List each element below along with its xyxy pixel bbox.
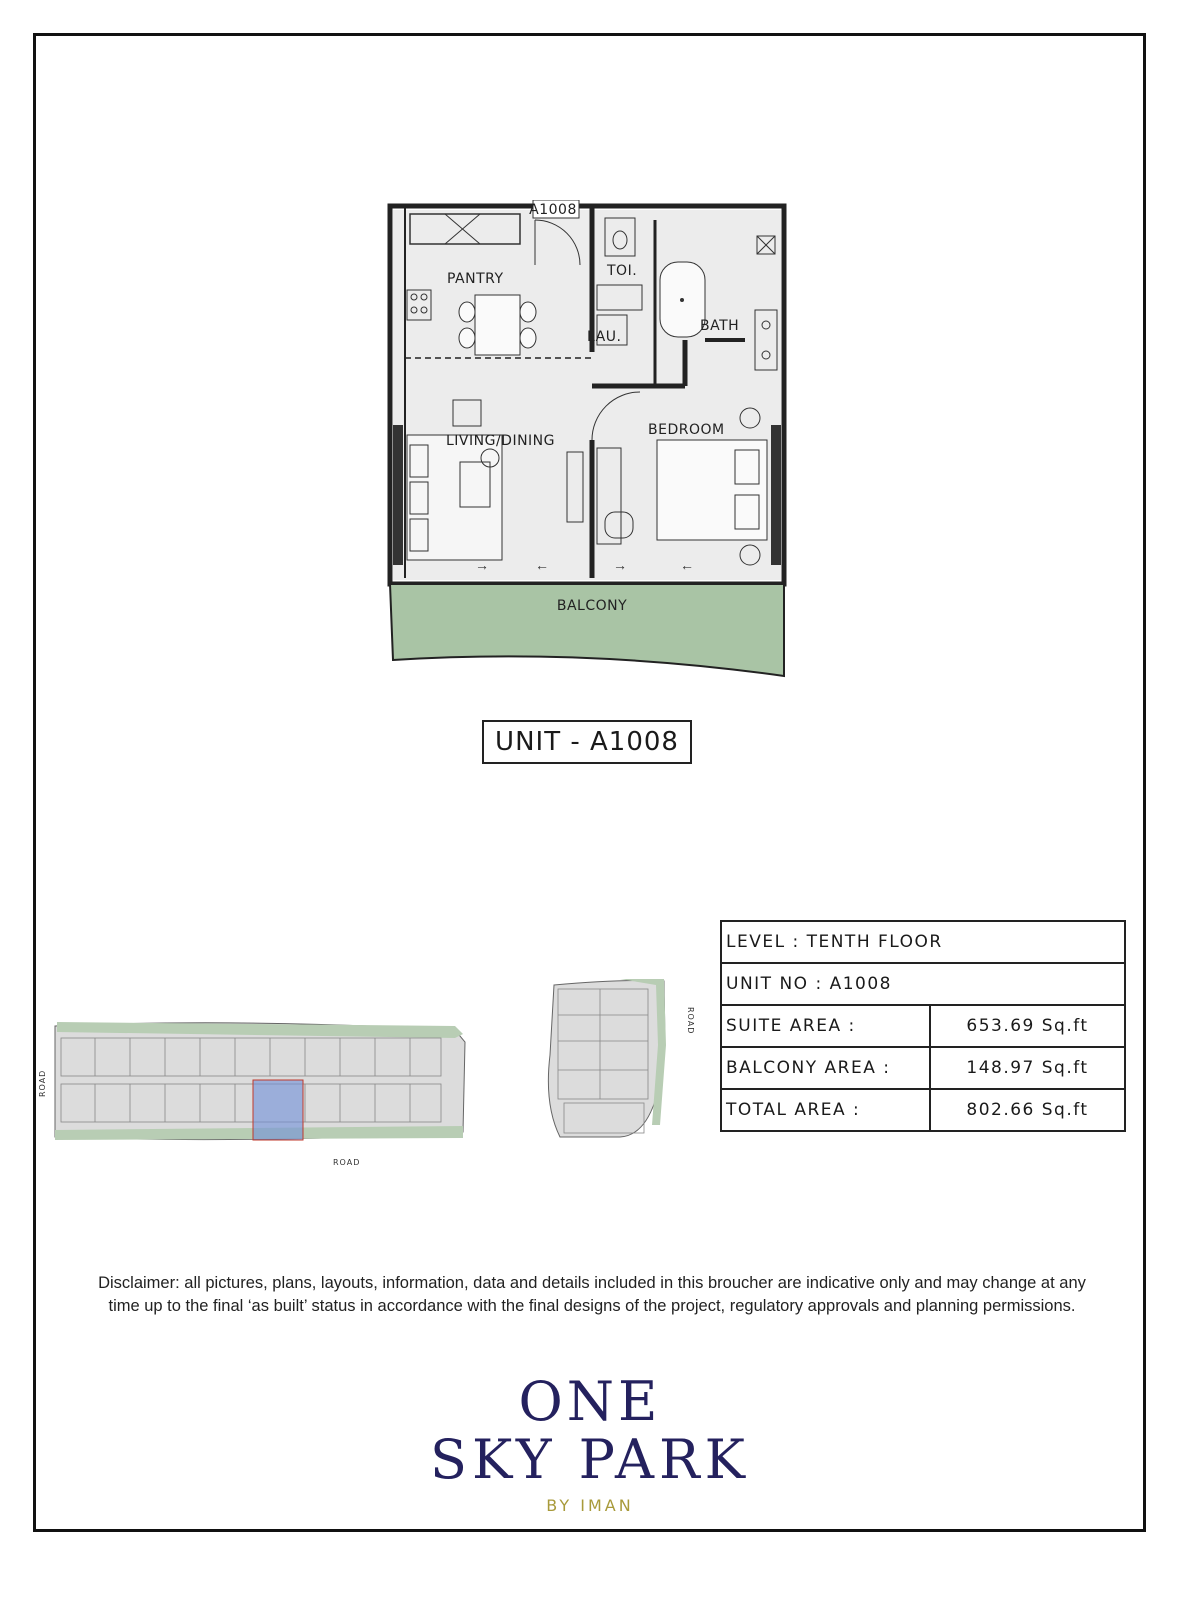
area-label: TOTAL AREA :: [721, 1089, 930, 1131]
svg-text:←: ←: [680, 557, 694, 573]
toilet-label: TOI.: [607, 263, 638, 279]
road-label-bottom: ROAD: [333, 1158, 361, 1167]
logo-tagline: BY IMAN: [546, 1496, 634, 1515]
level-cell: LEVEL : TENTH FLOOR: [721, 921, 1125, 963]
area-value: 802.66 Sq.ft: [930, 1089, 1125, 1131]
table-row: [721, 1089, 1125, 1131]
floor-plan: [385, 200, 790, 680]
area-value: 148.97 Sq.ft: [930, 1047, 1125, 1089]
svg-text:←: ←: [535, 557, 549, 573]
key-plan-block-b: [540, 975, 700, 1145]
unit-title: UNIT - A1008: [482, 720, 692, 764]
area-label: BALCONY AREA :: [721, 1047, 930, 1089]
disclaimer-text: Disclaimer: all pictures, plans, layouts, information, data and details included in this broucher are indicative only and may change at any time up to the final ‘as built’ status in accordance with the final designs of the project, regulatory approvals and planning permissions.: [98, 1274, 1086, 1315]
bath-label: BATH: [700, 318, 740, 334]
door-tag: A1008: [529, 202, 577, 218]
area-value: 653.69 Sq.ft: [930, 1005, 1125, 1047]
table-row: [721, 1005, 1125, 1047]
key-plan-block-a: [35, 1012, 475, 1172]
pantry-label: PANTRY: [447, 271, 504, 287]
bedroom-label: BEDROOM: [648, 422, 725, 438]
area-label: SUITE AREA :: [721, 1005, 930, 1047]
unit-no-cell: UNIT NO : A1008: [721, 963, 1125, 1005]
svg-text:→: →: [613, 557, 627, 573]
living-dining-label: LIVING/DINING: [446, 433, 556, 449]
road-label-left: ROAD: [38, 1069, 47, 1097]
logo-line-one: ONE: [518, 1370, 662, 1433]
svg-text:→: →: [475, 557, 489, 573]
balcony-label: BALCONY: [556, 598, 628, 614]
level-row: [721, 921, 1125, 963]
logo-line-sky-park: SKY PARK: [429, 1428, 751, 1491]
road-label-right: ROAD: [686, 1007, 695, 1035]
table-row: [721, 1047, 1125, 1089]
unit-no-row: [721, 963, 1125, 1005]
unit-details-table: [720, 920, 1126, 1132]
laundry-label: LAU.: [587, 329, 622, 345]
